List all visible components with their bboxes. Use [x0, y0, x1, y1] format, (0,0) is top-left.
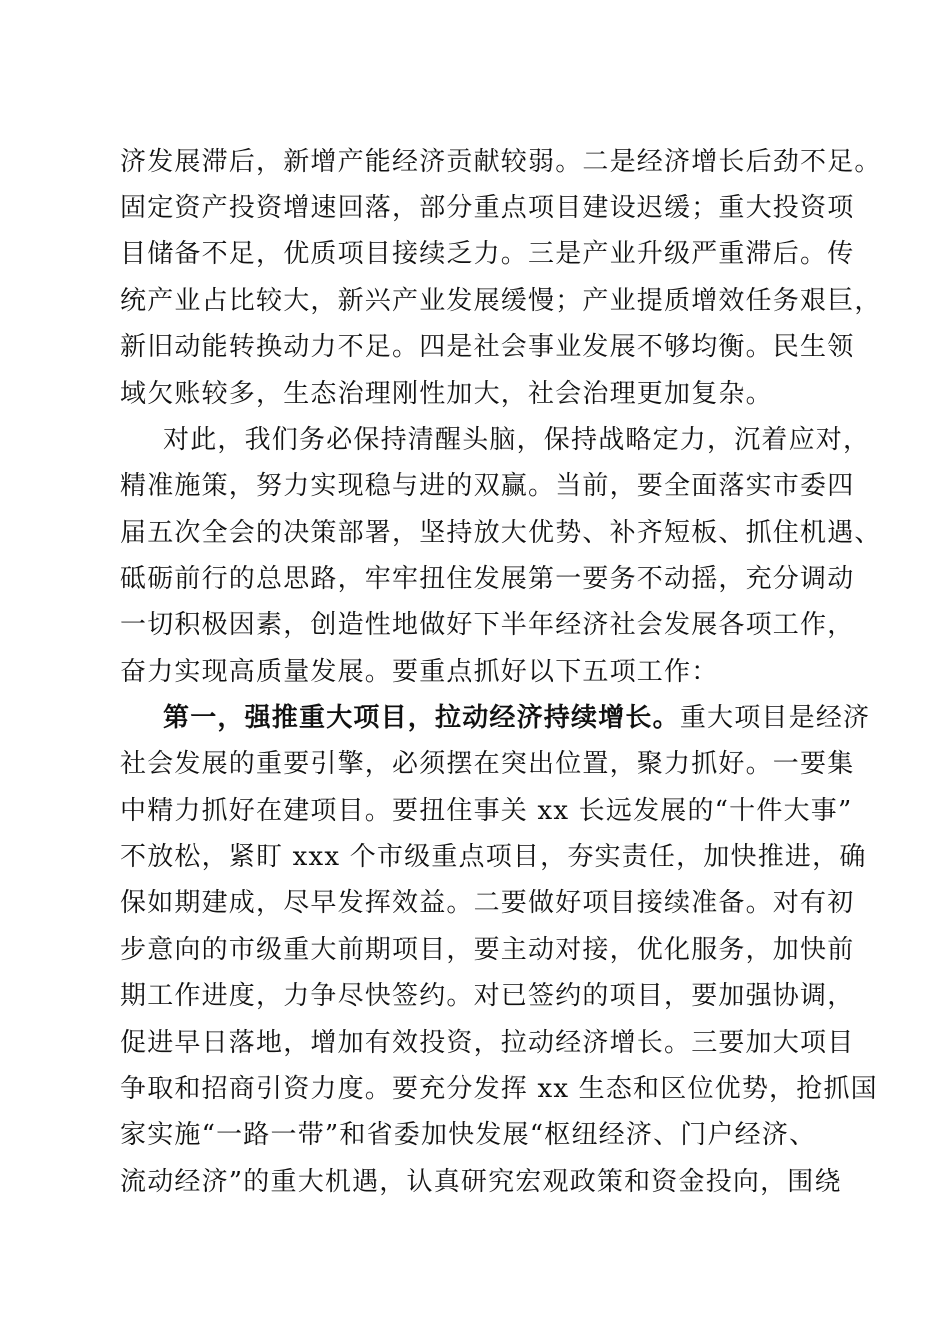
- text-line: 流动经济”的重大机遇，认真研究宏观政策和资金投向，围绕: [120, 1167, 842, 1197]
- text-line: 目储备不足，优质项目接续乏力。三是产业升级严重滞后。传: [120, 239, 855, 269]
- text-line: 步意向的市级重大前期项目，要主动对接，优化服务，加快前: [120, 935, 855, 965]
- text-line: 中精力抓好在建项目。要扭住事关 xx 长远发展的“十件大事”: [120, 796, 853, 826]
- text-line: 统产业占比较大，新兴产业发展缓慢；产业提质增效任务艰巨，: [120, 286, 882, 316]
- text-line: 期工作进度，力争尽快签约。对已签约的项目，要加强协调，: [120, 981, 855, 1011]
- text-line: 精准施策，努力实现稳与进的双赢。当前，要全面落实市委四: [120, 471, 855, 501]
- paragraph-first-line: 对此，我们务必保持清醒头脑，保持战略定力，沉着应对，: [163, 425, 871, 455]
- text-line: 届五次全会的决策部署，坚持放大优势、补齐短板、抓住机遇、: [120, 518, 882, 548]
- text-line: 促进早日落地，增加有效投资，拉动经济增长。三要加大项目: [120, 1028, 855, 1058]
- text-line: 保如期建成，尽早发挥效益。二要做好项目接续准备。对有初: [120, 888, 855, 918]
- text-line: 奋力实现高质量发展。要重点抓好以下五项工作：: [120, 657, 719, 687]
- text-line: 家实施“一路一带”和省委加快发展“枢纽经济、门户经济、: [120, 1120, 817, 1150]
- text-line: 济发展滞后，新增产能经济贡献较弱。二是经济增长后劲不足。: [120, 147, 882, 177]
- section-heading-line: [163, 696, 871, 740]
- text-line: 砥砺前行的总思路，牢牢扭住发展第一要务不动摇，充分调动: [120, 564, 855, 594]
- text-line: 不放松，紧盯 xxx 个市级重点项目，夯实责任，加快推进，确: [120, 842, 867, 872]
- section-heading: 第一，强推重大项目，拉动经济持续增长。: [163, 703, 680, 733]
- section-heading-continuation: 重大项目是经济: [679, 703, 871, 733]
- text-line: 争取和招商引资力度。要充分发挥 xx 生态和区位优势，抢抓国: [120, 1074, 878, 1104]
- text-line: 新旧动能转换动力不足。四是社会事业发展不够均衡。民生领: [120, 332, 855, 362]
- text-line: 固定资产投资增速回落，部分重点项目建设迟缓；重大投资项: [120, 193, 855, 223]
- text-line: 一切积极因素，创造性地做好下半年经济社会发展各项工作，: [120, 610, 855, 640]
- text-line: 社会发展的重要引擎，必须摆在突出位置，聚力抓好。一要集: [120, 749, 855, 779]
- text-line: 域欠账较多，生态治理刚性加大，社会治理更加复杂。: [120, 379, 773, 409]
